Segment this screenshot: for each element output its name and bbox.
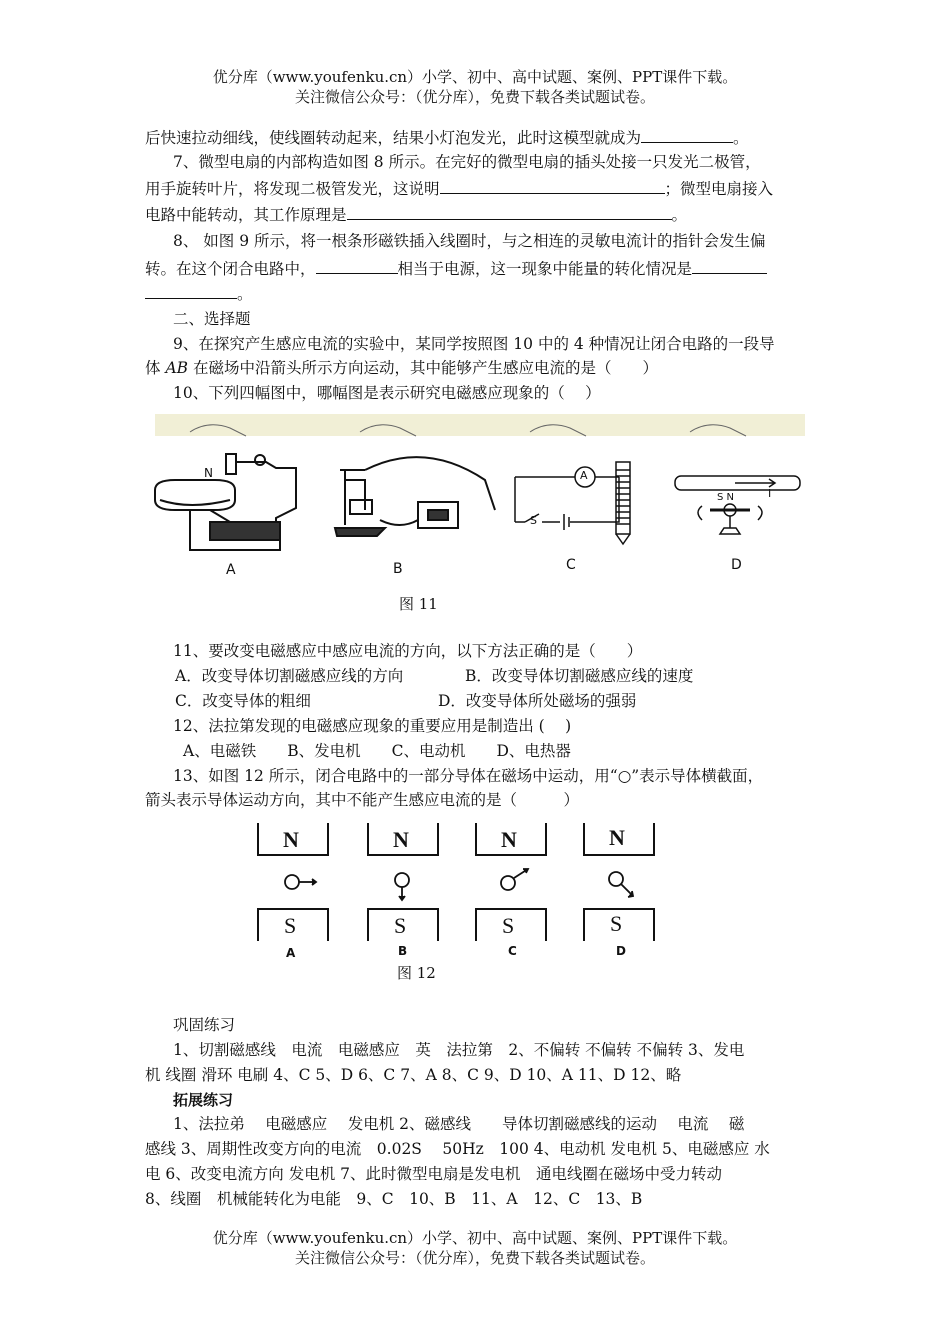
tuozhan-line3: 电 6、改变电流方向 发电机 7、此时微型电扇是发电机 通电线圈在磁场中受力转动 (145, 1165, 723, 1183)
fig11-d-oersted (675, 476, 800, 534)
fig11-c-circuit (515, 462, 630, 544)
page-header-line2: 关注微信公众号：（优分库），免费下载各类试题试卷。 (294, 88, 655, 106)
fig11-label-c: C (566, 557, 576, 573)
q8-end: 。 (237, 285, 253, 303)
q6-end: 。 (733, 129, 749, 147)
fig12-caption: 图 12 (397, 964, 436, 982)
q7-end: 。 (671, 206, 688, 224)
fig11-caption: 图 11 (399, 595, 438, 613)
fig11-c-meter-label: A (580, 469, 588, 482)
page-header-line1: 优分库（www.youfenku.cn）小学、初中、高中试题、案例、PPT课件下载。 (212, 68, 738, 86)
fig12-b-conductor (395, 873, 409, 900)
tuozhan-line4: 8、线圈 机械能转化为电能 9、C 10、B 11、A 12、C 13、B (145, 1190, 643, 1208)
fig12-d-conductor (609, 872, 633, 897)
q7-text: 用手旋转叶片，将发现二极管发光，这说明 (145, 180, 440, 198)
q7-line3 (145, 203, 810, 225)
q9-text: 在磁场中沿箭头所示方向运动，其中能够产生感应电流的是（ ） (188, 359, 658, 377)
fig12-c-conductor (501, 869, 528, 890)
q9-ab: AB (165, 359, 189, 377)
fig11-d-sn-label: S N (717, 492, 735, 503)
q13-line1: 13、如图 12 所示，闭合电路中的一部分导体在磁场中运动，用“○”表示导体横截面， (173, 767, 764, 785)
fig12-label-b: B (398, 944, 408, 958)
q8-text: 相当于电源，这一现象中能量的转化情况是 (397, 260, 693, 278)
fig11-b-apparatus (335, 457, 495, 536)
answer-blank[interactable] (145, 282, 237, 299)
q6-tail (145, 126, 810, 148)
q10-line: 10、下列四幅图中，哪幅图是表示研究电磁感应现象的（ ） (173, 384, 601, 402)
figure-11 (150, 410, 810, 585)
fig12-a-conductor (285, 875, 316, 889)
fig12-label-a: A (286, 946, 296, 960)
q8-line3 (145, 282, 810, 304)
q12-line: 12、法拉第发现的电磁感应现象的重要应用是制造出 ( ) (173, 717, 572, 735)
q9-line1: 9、在探究产生感应电流的实验中，某同学按照图 10 中的 4 种情况让闭合电路的一段导 (173, 335, 775, 353)
fig12-a-s: S (284, 913, 297, 938)
q11-line: 11、要改变电磁感应中感应电流的方向，以下方法正确的是（ ） (173, 642, 643, 660)
fig11-d-current-label: I (768, 487, 772, 500)
q12-options: A、电磁铁 B、发电机 C、电动机 D、电热器 (183, 742, 571, 760)
q8-text: 转。在这个闭合电路中， (145, 260, 316, 278)
answer-blank[interactable] (440, 177, 665, 194)
fig12-a-n: N (283, 827, 299, 852)
q9-line2 (145, 358, 810, 378)
gonggu-line2: 机 线圈 滑环 电刷 4、C 5、D 6、C 7、A 8、C 9、D 10、A 11、D 12、略 (145, 1066, 682, 1084)
q9-text: 体 (145, 359, 166, 377)
answer-blank[interactable] (347, 203, 672, 220)
fig11-label-b: B (393, 561, 403, 577)
q13-line2: 箭头表示导体运动方向，其中不能产生感应电流的是（ ） (145, 791, 580, 809)
q6-text: 后快速拉动细线，使线圈转动起来，结果小灯泡发光，此时这模型就成为 (145, 129, 642, 147)
q7-line2 (145, 177, 810, 199)
answer-blank[interactable] (641, 126, 733, 143)
answer-blank[interactable] (316, 257, 398, 274)
section-title-choice: 二、选择题 (173, 310, 251, 328)
fig12-label-d: D (616, 944, 626, 958)
figure-12 (250, 815, 670, 945)
q7-text: 电路中能转动，其工作原理是 (145, 206, 347, 224)
answer-blank[interactable] (692, 257, 767, 274)
fig12-b-s: S (394, 913, 407, 938)
fig12-c-s: S (502, 913, 515, 938)
page-footer-line1: 优分库（www.youfenku.cn）小学、初中、高中试题、案例、PPT课件下载。 (212, 1229, 738, 1247)
q7-line1: 7、微型电扇的内部构造如图 8 所示。在完好的微型电扇的插头处接一只发光二极管， (173, 153, 761, 171)
gonggu-line1: 1、切割磁感线 电流 电磁感应 英 法拉第 2、不偏转 不偏转 不偏转 3、发电 (173, 1041, 745, 1059)
tuozhan-title: 拓展练习 (173, 1091, 234, 1109)
gonggu-title: 巩固练习 (173, 1016, 236, 1034)
fig11-label-d: D (731, 557, 742, 573)
fig12-b-n: N (393, 827, 409, 852)
fig12-label-c: C (508, 944, 517, 958)
q11-option-b: B．改变导体切割磁感应线的速度 (465, 667, 694, 685)
q8-line2 (145, 257, 810, 279)
fig12-d-s: S (610, 911, 623, 936)
q11-option-c: C．改变导体的粗细 (175, 692, 311, 710)
fig12-d-n: N (609, 825, 625, 850)
fig11-label-a: A (226, 562, 236, 578)
q11-option-a: A．改变导体切割磁感应线的方向 (175, 667, 404, 685)
page-footer-line2: 关注微信公众号：（优分库），免费下载各类试题试卷。 (294, 1249, 655, 1267)
fig12-c-n: N (501, 827, 517, 852)
q7-text: ；微型电扇接入 (664, 180, 774, 198)
tuozhan-line2: 感线 3、周期性改变方向的电流 0.02S 50Hz 100 4、电动机 发电机 5、电磁感应 水 (145, 1140, 770, 1158)
tuozhan-line1: 1、法拉弟 电磁感应 发电机 2、磁感线 导体切割磁感线的运动 电流 磁 (173, 1115, 745, 1133)
fig11-n-label: N (204, 466, 213, 480)
q8-line1: 8、 如图 9 所示，将一根条形磁铁插入线圈时，与之相连的灵敏电流计的指针会发生偏 (173, 232, 766, 250)
q11-option-d: D．改变导体所处磁场的强弱 (438, 692, 637, 710)
fig11-a-apparatus (155, 454, 296, 550)
fig11-c-switch-label: S (530, 514, 537, 527)
